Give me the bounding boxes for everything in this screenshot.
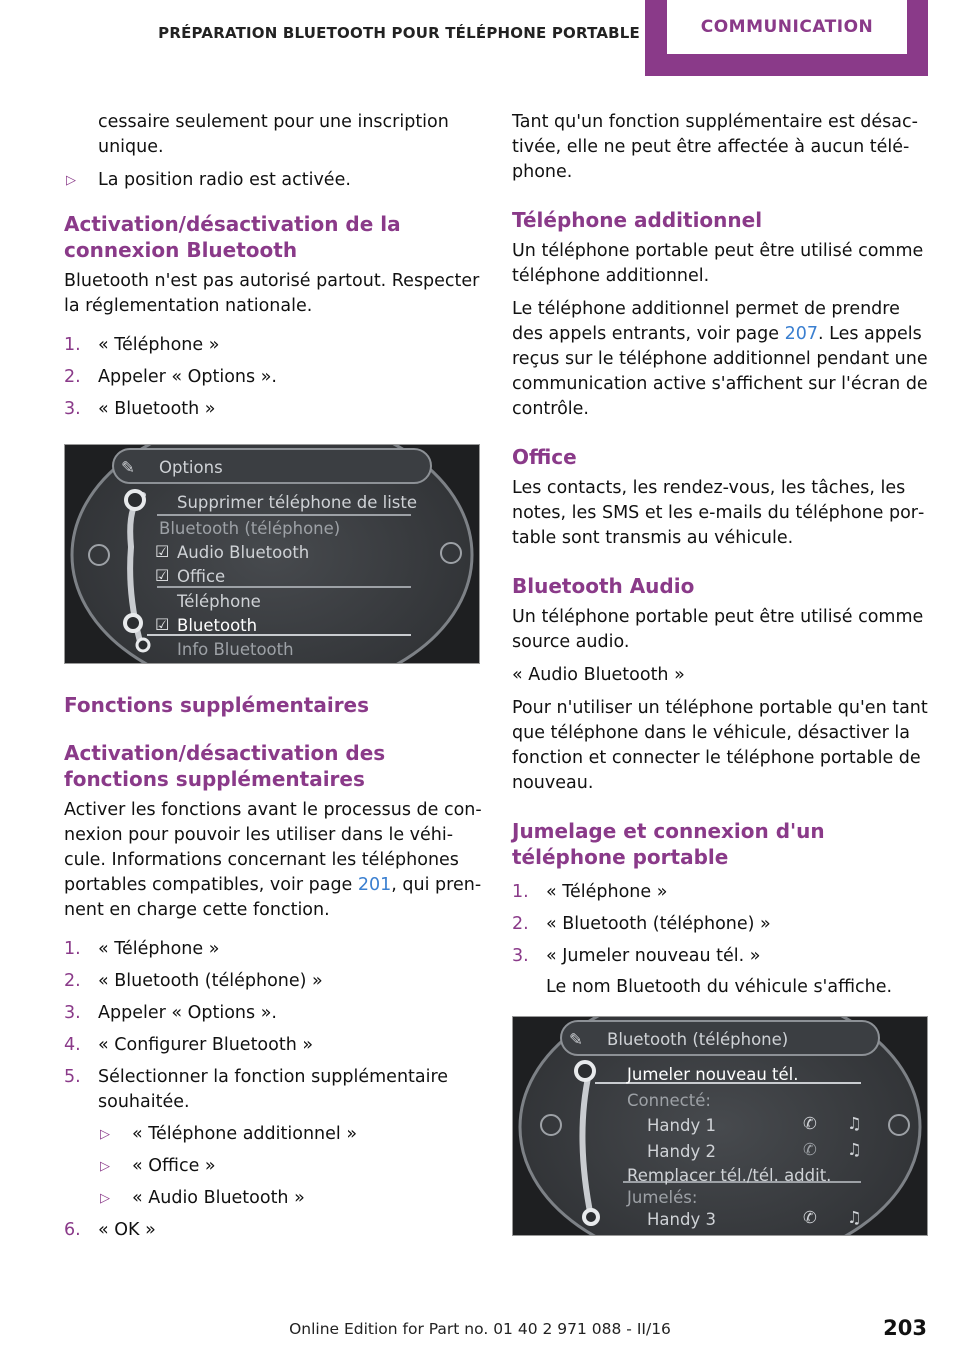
- triangle-bullet-icon: ▷: [100, 1191, 110, 1206]
- menu-item: Info Bluetooth: [177, 640, 294, 659]
- idrive-screen-options: [64, 444, 480, 664]
- step-text: « Téléphone »: [98, 939, 220, 959]
- step-text: « OK »: [98, 1220, 156, 1240]
- music-note-icon: ♫: [847, 1114, 862, 1133]
- step-number: 2.: [64, 367, 81, 387]
- menu-item: Handy 2: [647, 1142, 716, 1161]
- page-link-201[interactable]: 201: [357, 875, 392, 895]
- screen-header-title: Bluetooth (téléphone): [607, 1030, 789, 1049]
- step-text: « Jumeler nouveau tél. »: [546, 946, 761, 966]
- paragraph-text: Le téléphone additionnel permet de prendre des appels entrants, voir page: [512, 299, 900, 344]
- subsection-heading-audio: Bluetooth Audio: [512, 574, 695, 598]
- music-note-icon: ♫: [847, 1208, 862, 1227]
- paragraph: [512, 297, 930, 422]
- paragraph: Bluetooth n'est pas autorisé partout. Respecter la réglementation nationale.: [64, 271, 480, 316]
- menu-item: Office: [177, 567, 226, 586]
- menu-item-selected: Jumeler nouveau tél.: [627, 1065, 799, 1084]
- step-number: 2.: [512, 914, 529, 934]
- step-item: [64, 969, 482, 994]
- step-number: 1.: [64, 939, 81, 959]
- continued-text: cessaire seulement pour une inscription unique.: [98, 112, 449, 157]
- paragraph: Tant qu'un fonction supplémentaire est désactivée, elle ne peut être affectée à aucun téléphone.: [512, 112, 918, 182]
- running-header-title: PRÉPARATION BLUETOOTH POUR TÉLÉPHONE PORTABLE: [158, 24, 640, 42]
- sub-step-list: [64, 1122, 482, 1211]
- step-number: 3.: [64, 399, 81, 419]
- screen-header-icon: ✎: [121, 458, 135, 477]
- menu-item-selected: Bluetooth: [177, 616, 258, 635]
- paragraph: « Audio Bluetooth »: [512, 665, 685, 685]
- step-item: [64, 333, 482, 358]
- menu-item: Bluetooth (téléphone): [159, 519, 341, 538]
- left-column: [64, 110, 482, 1250]
- step-text: « Téléphone »: [98, 335, 220, 355]
- checkbox-icon: ☑: [155, 566, 170, 585]
- step-number: 1.: [64, 335, 81, 355]
- right-column: [512, 110, 930, 1260]
- phone-icon: ✆: [803, 1140, 817, 1159]
- footer-edition: Online Edition for Part no. 01 40 2 971 088 - II/16: [289, 1320, 671, 1338]
- paragraph-text: Activer les fonctions avant le processus de connexion pour pouvoir les utiliser dans le véhicule. Informations concernant les téléphones portables compatibles, voir page: [64, 800, 482, 895]
- triangle-bullet-icon: ▷: [100, 1159, 110, 1174]
- step-text: « Bluetooth (téléphone) »: [98, 971, 323, 991]
- menu-item: Jumelés:: [627, 1188, 698, 1207]
- step-item: [512, 912, 930, 937]
- step-number: 5.: [64, 1067, 81, 1087]
- triangle-bullet-icon: ▷: [66, 173, 76, 188]
- step-number: 2.: [64, 971, 81, 991]
- step-list: [64, 333, 482, 422]
- paragraph: [64, 798, 482, 923]
- sub-step-text: « Office »: [132, 1156, 216, 1176]
- sub-step-text: « Téléphone additionnel »: [132, 1124, 358, 1144]
- paragraph: Pour n'utiliser un téléphone portable qu'en tant que téléphone dans le véhicule, désactiver la fonction et connecter le téléphone portable de nouveau.: [512, 698, 928, 793]
- step-text: « Bluetooth (téléphone) »: [546, 914, 771, 934]
- subsection-heading-tel-add: Téléphone additionnel: [512, 208, 763, 232]
- step-item: [64, 1065, 482, 1115]
- triangle-bullet-icon: ▷: [100, 1127, 110, 1142]
- step-item: [64, 397, 482, 422]
- menu-item: Remplacer tél./tél. addit.: [627, 1166, 832, 1185]
- step-text: « Téléphone »: [546, 882, 668, 902]
- checkbox-icon: ☑: [155, 615, 170, 634]
- sub-step-item: [64, 1122, 482, 1147]
- menu-item: Supprimer téléphone de liste: [177, 493, 417, 512]
- section-heading-functions: Fonctions supplémentaires: [64, 693, 370, 717]
- paragraph: Un téléphone portable peut être utilisé comme téléphone additionnel.: [512, 241, 924, 286]
- screen-header-icon: ✎: [569, 1030, 583, 1049]
- step-item: [64, 937, 482, 962]
- step-number: 3.: [64, 1003, 81, 1023]
- music-note-icon: ♫: [847, 1140, 862, 1159]
- menu-item: Connecté:: [627, 1091, 711, 1110]
- menu-item: Handy 1: [647, 1116, 716, 1135]
- section-heading-activation: Activation/désactivation de la connexion Bluetooth: [64, 212, 401, 262]
- step-item: [64, 365, 482, 390]
- step-item: [64, 1033, 482, 1058]
- paragraph: Un téléphone portable peut être utilisé comme source audio.: [512, 607, 924, 652]
- step-text: « Configurer Bluetooth »: [98, 1035, 314, 1055]
- step-number: 3.: [512, 946, 529, 966]
- sub-step-text: « Audio Bluetooth »: [132, 1188, 305, 1208]
- paragraph-text: . Les appels reçus sur le téléphone additionnel pendant une communication active s'affichent sur l'écran de contrôle.: [512, 324, 928, 419]
- step-text: Appeler « Options ».: [98, 1003, 277, 1023]
- idrive-screen-bluetooth: [512, 1016, 928, 1236]
- step-note: Le nom Bluetooth du véhicule s'affiche.: [546, 977, 893, 997]
- subsection-heading-activation: Activation/désactivation des fonctions supplémentaires: [64, 741, 386, 791]
- menu-item: Téléphone: [177, 592, 261, 611]
- sub-step-item: [64, 1186, 482, 1211]
- checkbox-icon: ☑: [155, 542, 170, 561]
- step-text: Sélectionner la fonction supplémentaire souhaitée.: [98, 1067, 449, 1112]
- step-number: 1.: [512, 882, 529, 902]
- page-number: 203: [883, 1316, 927, 1340]
- phone-icon: ✆: [803, 1114, 817, 1133]
- menu-item: Audio Bluetooth: [177, 543, 310, 562]
- step-list: [64, 937, 482, 1243]
- step-list: [512, 880, 930, 1000]
- paragraph-text: , qui prennent en charge cette fonction.: [64, 875, 482, 920]
- bullet-text: La position radio est activée.: [98, 170, 351, 190]
- bullet-item: [64, 168, 482, 193]
- subsection-heading-office: Office: [512, 445, 577, 469]
- step-text: « Bluetooth »: [98, 399, 216, 419]
- step-item: [512, 944, 930, 969]
- menu-item: Handy 3: [647, 1210, 716, 1229]
- page-link-207[interactable]: 207: [784, 324, 818, 344]
- step-text: Appeler « Options ».: [98, 367, 277, 387]
- chapter-tab-label: COMMUNICATION: [667, 0, 907, 54]
- paragraph: Les contacts, les rendez-vous, les tâches, les notes, les SMS et les e-mails du téléphone portable sont transmis au véhicule.: [512, 478, 925, 548]
- screen-header-title: Options: [159, 458, 223, 477]
- step-item: [64, 1001, 482, 1026]
- sub-step-item: [64, 1154, 482, 1179]
- step-item: [64, 1218, 482, 1243]
- step-number: 6.: [64, 1220, 81, 1240]
- step-item: [512, 880, 930, 905]
- phone-icon: ✆: [803, 1208, 817, 1227]
- chapter-tab: [645, 0, 928, 76]
- section-heading-pairing: Jumelage et connexion d'un téléphone portable: [512, 819, 825, 869]
- step-number: 4.: [64, 1035, 81, 1055]
